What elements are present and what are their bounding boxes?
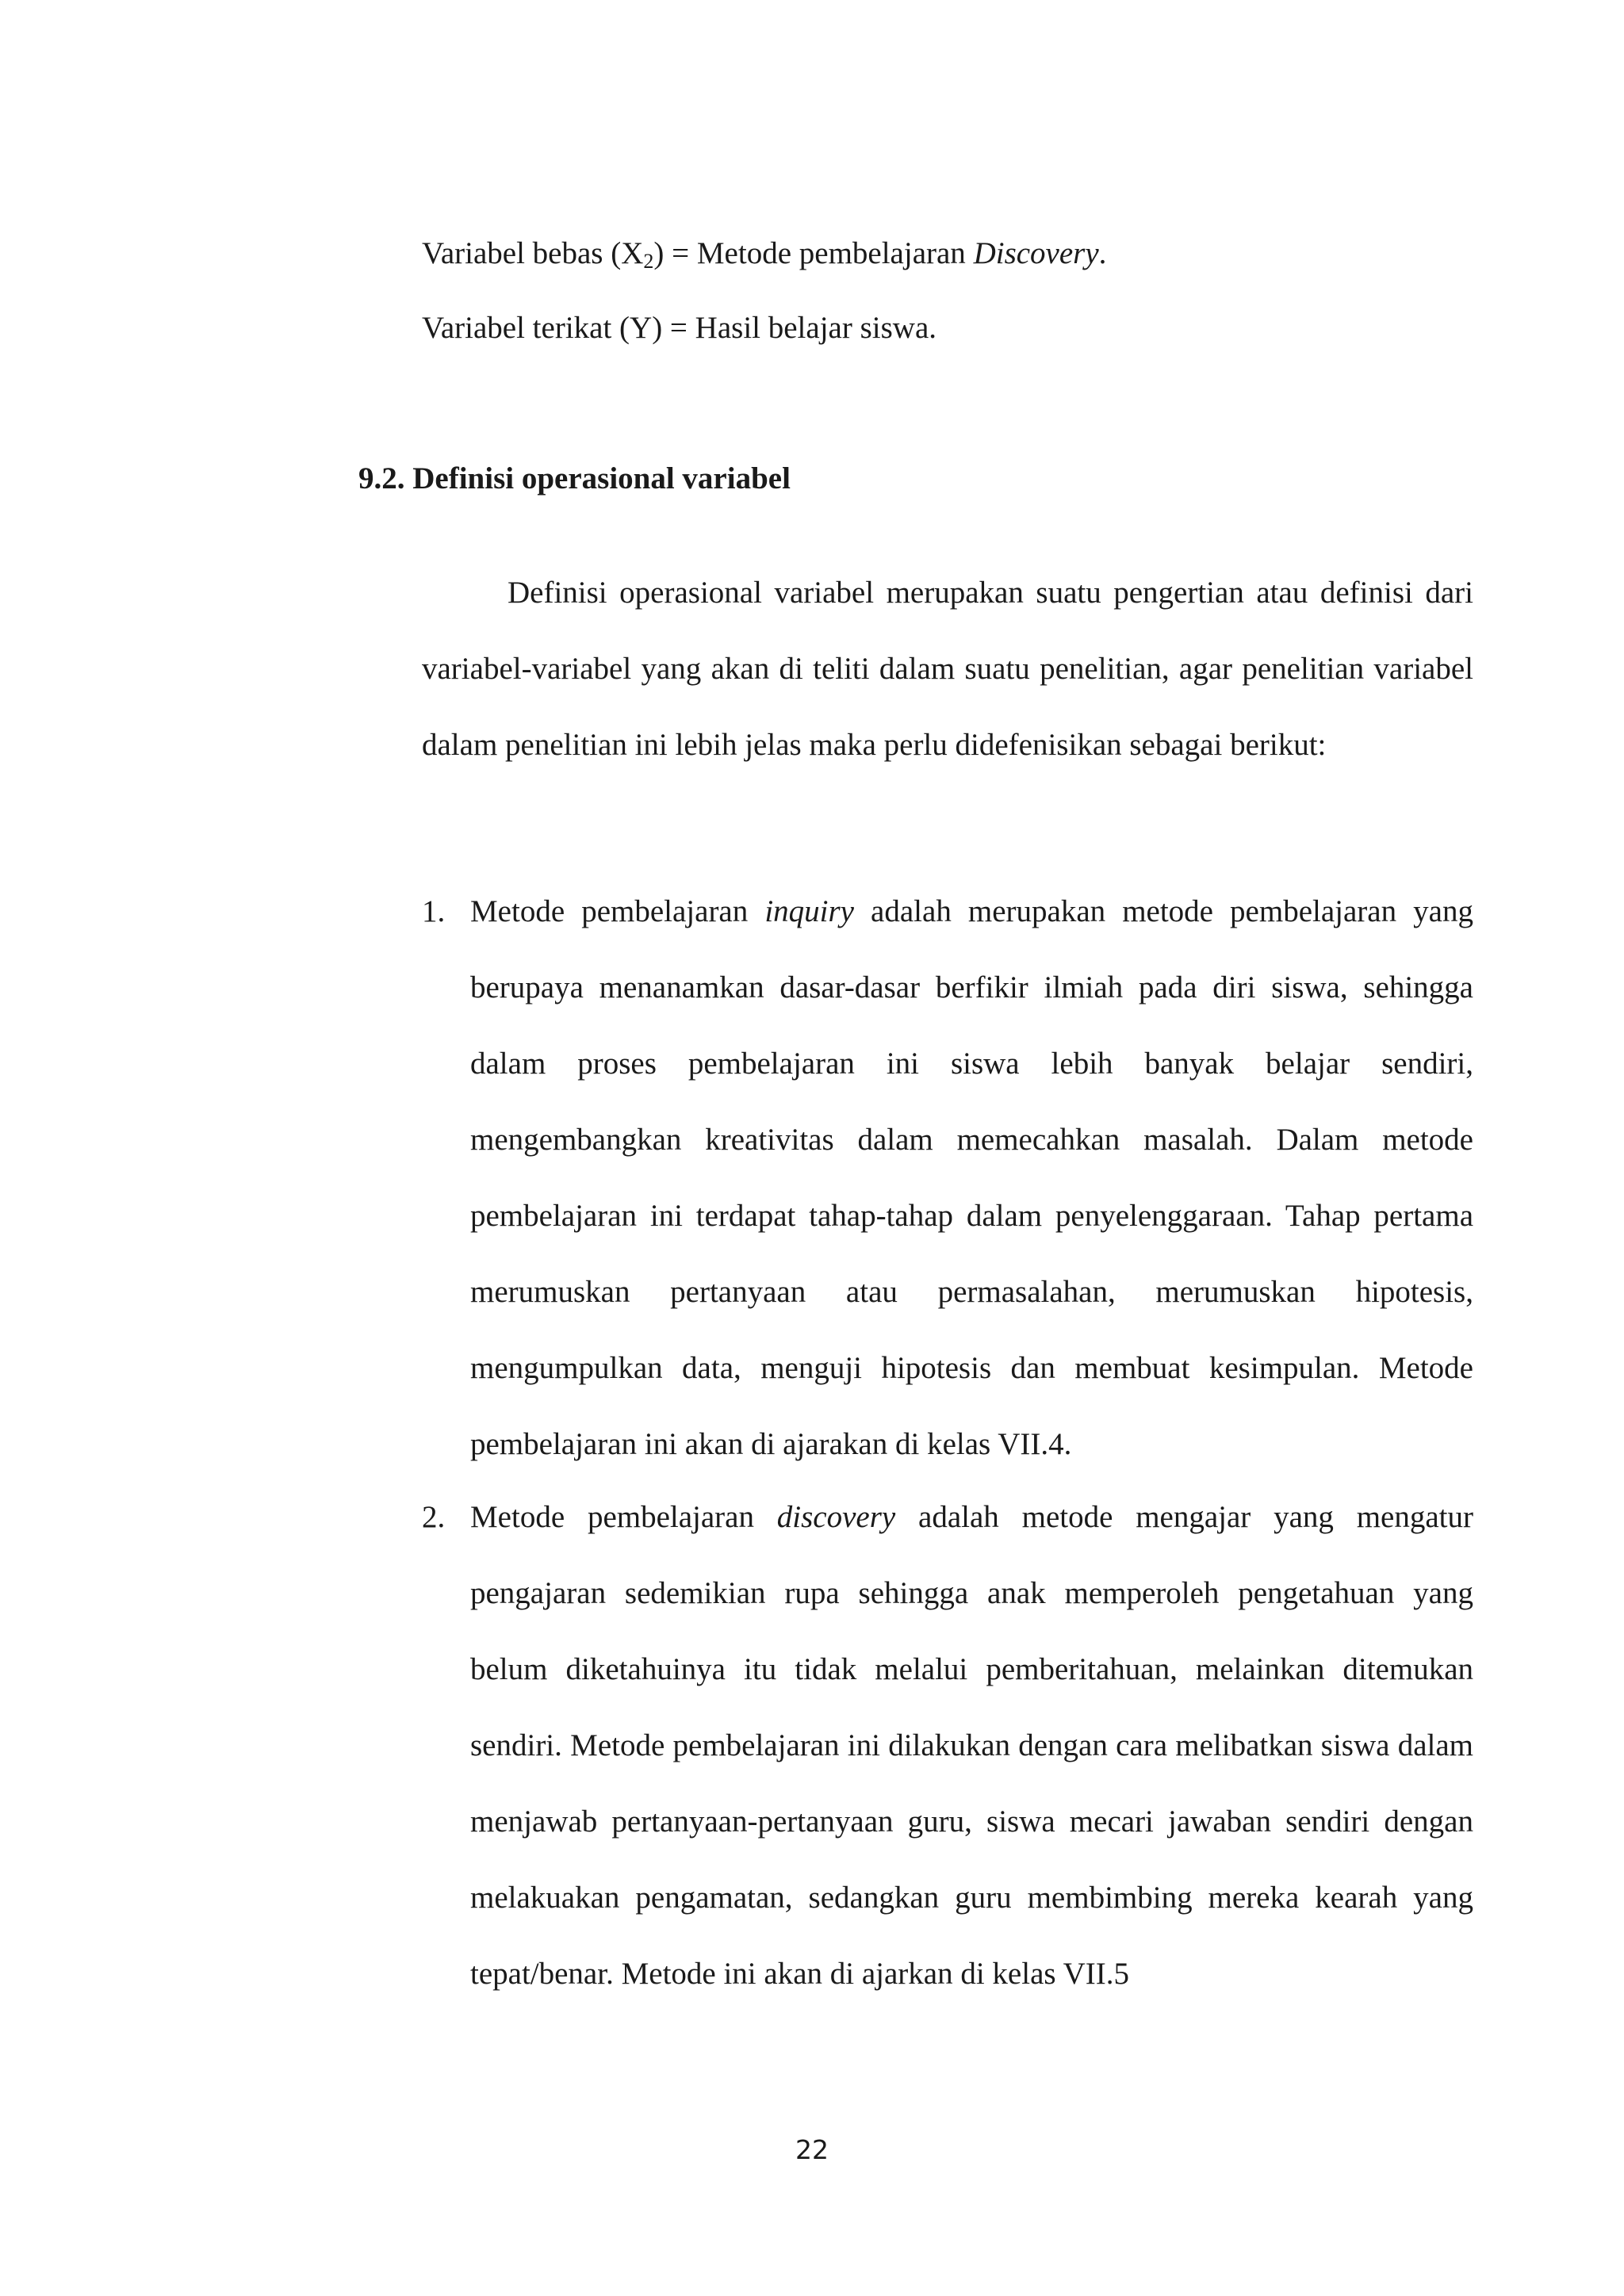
variable-x2-subscript: 2 — [643, 250, 654, 273]
list-item-text-start: Metode pembelajaran — [470, 1500, 777, 1534]
list-item-number: 1. — [422, 894, 446, 928]
variable-x2-line — [422, 235, 1106, 273]
list-item-text-start: Metode pembelajaran — [470, 894, 765, 928]
variable-x2-definition: ) = Metode pembelajaran — [653, 236, 974, 270]
list-item-text-rest: adalah merupakan metode pembelajaran yang berupaya menanamkan dasar-dasar berfikir ilmiah pada diri siswa, sehingga dalam proses pembelajaran ini siswa lebih banyak belajar sendiri, mengembangkan kreativitas dalam memecahkan masalah. Dalam metode pembelajaran ini terdapat tahap-tahap dalam penyelenggaraan. Tahap pertama merumuskan pertanyaan atau permasalahan, merumuskan hipotesis, mengumpulkan data, menguji hipotesis dan membuat kesimpulan. Metode pembelajaran ini akan di ajarakan di kelas VII.4. — [470, 894, 1473, 1461]
variable-y-line: Variabel terikat (Y) = Hasil belajar siswa. — [422, 311, 937, 345]
intro-paragraph: Definisi operasional variabel merupakan suatu pengertian atau definisi dari variabel-variabel yang akan di teliti dalam suatu penelitian, agar penelitian variabel dalam penelitian ini lebih jelas maka perlu didefenisikan sebagai berikut: — [422, 576, 1473, 762]
list-item-italic-term: discovery — [776, 1500, 896, 1534]
list-item — [422, 1479, 1473, 2012]
page-number: 22 — [795, 2134, 829, 2165]
section-heading: 9.2. Definisi operasional variabel — [358, 461, 791, 496]
variable-x2-italic: Discovery — [973, 236, 1099, 270]
variable-x2-trailing: . — [1098, 236, 1107, 270]
list-item — [422, 874, 1473, 1483]
list-item-text-rest: adalah metode mengajar yang mengatur pengajaran sedemikian rupa sehingga anak memperoleh pengetahuan yang belum diketahuinya itu tidak melalui pemberitahuan, melainkan ditemukan sendiri. Metode pembelajaran ini dilakukan dengan cara melibatkan siswa dalam menjawab pertanyaan-pertanyaan guru, siswa mecari jawaban sendiri dengan melakuakan pengamatan, sedangkan guru membimbing mereka kearah yang tepat/benar. Metode ini akan di ajarkan di kelas VII.5 — [470, 1500, 1473, 1991]
list-item-italic-term: inquiry — [764, 894, 854, 928]
list-item-text — [470, 1479, 1473, 2012]
list-item-number: 2. — [422, 1500, 446, 1534]
list-item-text — [470, 874, 1473, 1483]
variable-x2-label: Variabel bebas (X — [422, 236, 644, 270]
